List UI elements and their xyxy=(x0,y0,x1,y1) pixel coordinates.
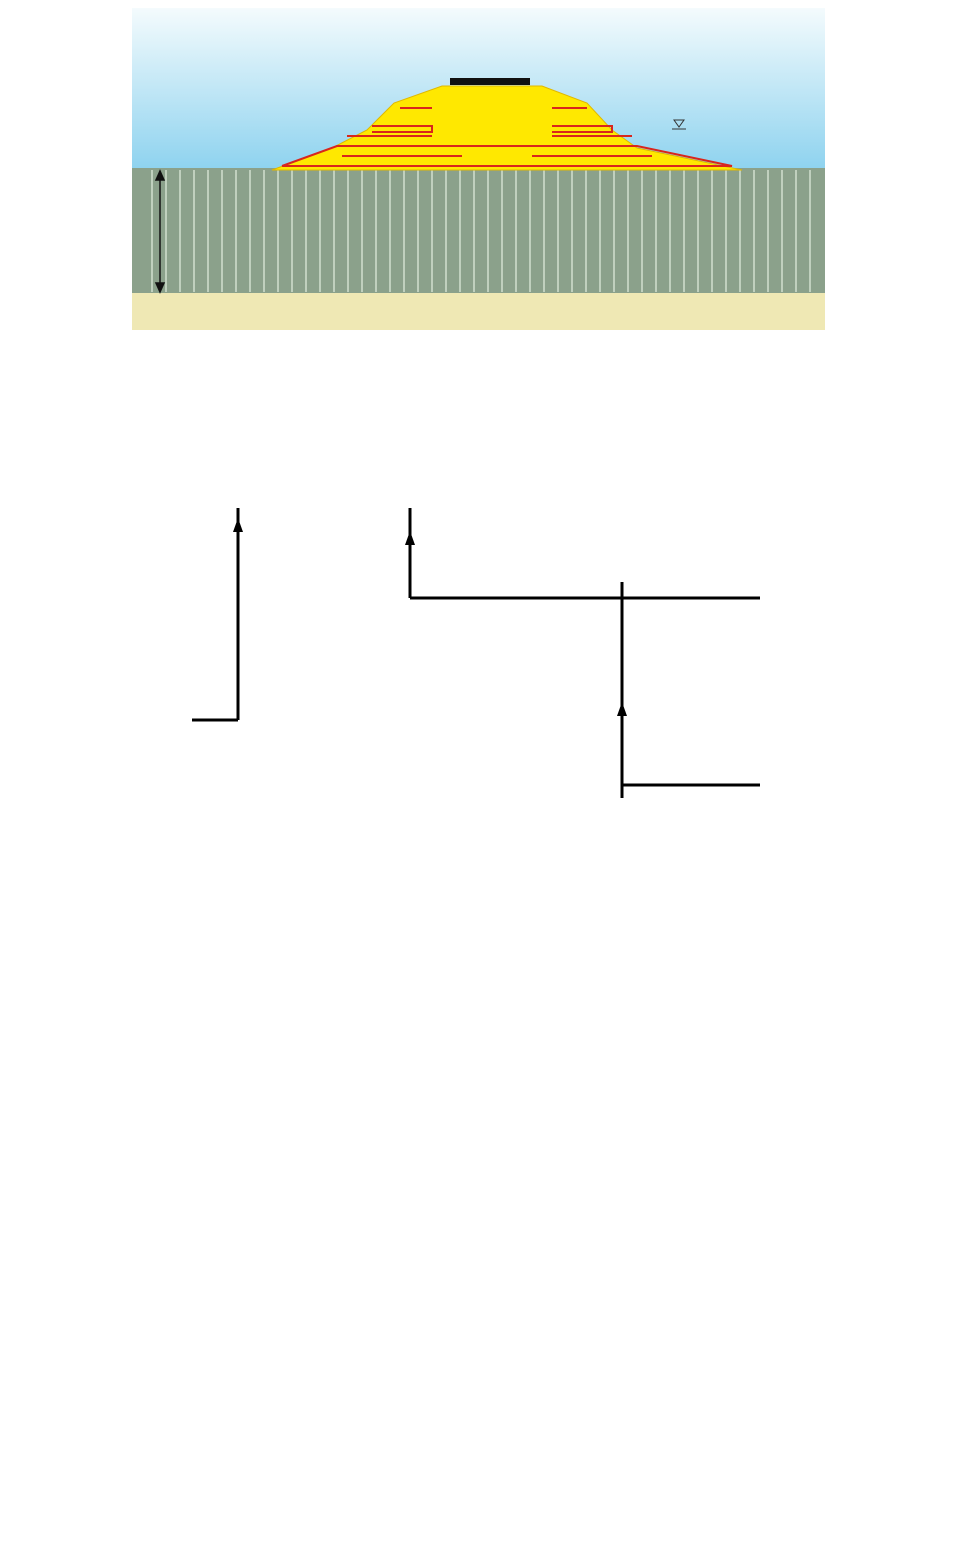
nomogram-paths xyxy=(192,508,760,798)
road-surface xyxy=(450,78,530,85)
base-layer xyxy=(132,293,825,330)
legend-box xyxy=(182,825,407,925)
nomogram-figure xyxy=(168,470,818,960)
path-arrows xyxy=(233,518,627,716)
embankment-figure xyxy=(132,8,825,330)
